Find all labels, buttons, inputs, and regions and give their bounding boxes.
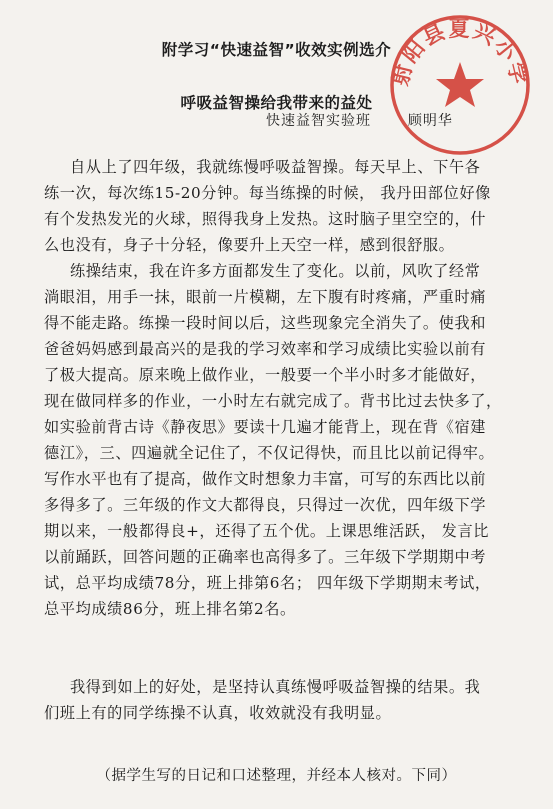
article-title: 呼吸益智操给我带来的益处 bbox=[180, 94, 373, 112]
paragraph-line: 德江》，三、四遍就全记住了，不仅记得快，而且比以前记得牢。 bbox=[44, 444, 495, 462]
paragraph-line: 么也没有，身子十分轻，像要升上天空一样，感到很舒服。 bbox=[44, 236, 455, 254]
paragraph-line: 总平均成绩86分，班上排名第2名。 bbox=[44, 600, 296, 618]
paragraph-2 bbox=[44, 258, 520, 622]
paragraph-line: 期以来，一般都得良+，还得了五个优。上课思维活跃， 发言比 bbox=[44, 522, 490, 540]
school-seal-stamp bbox=[385, 10, 535, 160]
paragraph-line: 了极大提高。原来晚上做作业，一般要一个半小时多才能做好， bbox=[44, 366, 487, 384]
paragraph-line: 写作水平也有了提高，做作文时想象力丰富，可写的东西比以前 bbox=[44, 470, 487, 488]
paragraph-line: 们班上有的同学练操不认真，收效就没有我明显。 bbox=[44, 704, 392, 722]
author-group: 快速益智实验班 bbox=[266, 113, 371, 129]
paragraph-line: 如实验前背古诗《静夜思》要读十几遍才能背上，现在背《宿建 bbox=[44, 418, 487, 436]
paragraph-line: 多得多了。三年级的作文大都得良，只得过一次优，四年级下学 bbox=[44, 496, 487, 514]
paragraph-line: 淌眼泪，用手一抹，眼前一片模糊，左下腹有时疼痛，严重时痛 bbox=[44, 288, 487, 306]
paragraph-3 bbox=[44, 674, 520, 726]
paragraph-line: 试，总平均成绩78分，班上排第6名； 四年级下学期期末考试， bbox=[44, 574, 491, 592]
paragraph-line: 以前踊跃，回答问题的正确率也高得多了。三年级下学期期中考 bbox=[44, 548, 487, 566]
series-title: 附学习“快速益智”收效实例选介 bbox=[161, 41, 392, 59]
seal-star-icon bbox=[436, 62, 484, 107]
paragraph-line: 得不能走路。练操一段时间以后，这些现象完全消失了。使我和 bbox=[44, 314, 487, 332]
paragraph-line: 我得到如上的好处，是坚持认真练慢呼吸益智操的结果。我 bbox=[70, 678, 481, 696]
footer-note: （据学生写的日记和口述整理，并经本人核对。下同） bbox=[96, 768, 457, 784]
paragraph-1 bbox=[44, 154, 520, 258]
paragraph-line: 现在做同样多的作业，一小时左右就完成了。背书比过去快多了， bbox=[44, 392, 502, 410]
paragraph-line: 练操结束，我在许多方面都发生了变化。以前，风吹了经常 bbox=[70, 262, 481, 280]
author-name: 顾明华 bbox=[407, 113, 453, 129]
paragraph-line: 有个发热发光的火球，照得我身上发热。这时脑子里空空的，什 bbox=[44, 210, 487, 228]
paragraph-line: 爸爸妈妈感到最高兴的是我的学习效率和学习成绩比实验以前有 bbox=[44, 340, 487, 358]
paragraph-line: 练一次，每次练15-20分钟。每当练操的时候， 我丹田部位好像 bbox=[44, 184, 491, 202]
paragraph-line: 自从上了四年级，我就练慢呼吸益智操。每天早上、下午各 bbox=[70, 158, 481, 176]
seal-text: 射阳县夏兴小学 bbox=[387, 16, 533, 89]
